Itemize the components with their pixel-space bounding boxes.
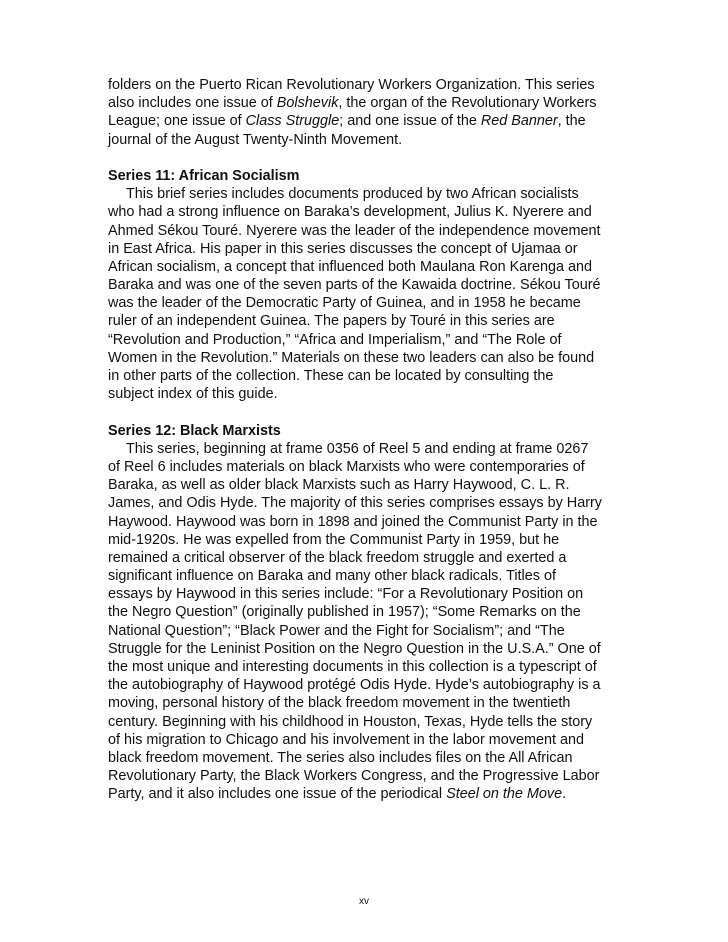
- text-line: was the leader of the Democratic Party of Guinea, and in 1958 he became: [108, 295, 581, 312]
- series-11-section: [108, 167, 628, 403]
- text-line: Ahmed Sékou Touré. Nyerere was the leader of the independence movement: [108, 222, 601, 239]
- text-line: remained a critical observer of the black freedom struggle and exerted a: [108, 549, 567, 566]
- text-line: Baraka and was one of the seven parts of the Kawaida doctrine. Sékou Touré: [108, 277, 601, 294]
- italic-title: Red Banner: [480, 113, 558, 130]
- series-12-section: [108, 422, 628, 804]
- text-line: Revolutionary Party, the Black Workers Congress, and the Progressive Labor: [108, 768, 600, 785]
- italic-title: Steel on the Move: [446, 786, 563, 803]
- text-line: ruler of an independent Guinea. The papers by Touré in this series are: [108, 313, 555, 330]
- italic-title: Class Struggle: [245, 113, 340, 130]
- text-line: subject index of this guide.: [108, 386, 278, 403]
- text-line: mid-1920s. He was expelled from the Communist Party in 1959, but he: [108, 531, 560, 548]
- text-line: This brief series includes documents produced by two African socialists: [126, 186, 579, 203]
- text-line: who had a strong influence on Baraka’s development, Julius K. Nyerere and: [108, 204, 592, 221]
- text-line: of his migration to Chicago and his involvement in the labor movement and: [108, 731, 584, 748]
- series-11-heading: Series 11: African Socialism: [108, 167, 300, 184]
- page-number: xv: [359, 896, 369, 907]
- text-line: “Revolution and Production,” “Africa and Imperialism,” and “The Role of: [108, 331, 562, 348]
- paragraph-spacer: [108, 403, 628, 421]
- italic-title: Bolshevik: [276, 95, 339, 112]
- text-line: [108, 785, 628, 803]
- document-page: [108, 76, 628, 804]
- text-line: African socialism, a concept that influenced both Maulana Ron Karenga and: [108, 258, 592, 275]
- text-segment: League; one issue of: [108, 113, 246, 130]
- text-line: the autobiography of Haywood protégé Odis Hyde. Hyde’s autobiography is a: [108, 677, 601, 694]
- text-line: significant influence on Baraka and many other black radicals. Titles of: [108, 568, 556, 585]
- text-line: Haywood. Haywood was born in 1898 and joined the Communist Party in the: [108, 513, 598, 530]
- text-line: essays by Haywood in this series include: “For a Revolutionary Position on: [108, 586, 584, 603]
- text-segment: folders on the Puerto Rican Revolutionary Workers Organization. This series: [108, 77, 595, 93]
- text-line: in other parts of the collection. These can be located by consulting the: [108, 368, 554, 384]
- text-line: Women in the Revolution.” Materials on these two leaders can also be found: [108, 349, 595, 366]
- text-segment: journal of the August Twenty-Ninth Movement.: [108, 131, 403, 148]
- series-12-heading: Series 12: Black Marxists: [108, 422, 281, 439]
- text-line: [108, 94, 628, 112]
- text-line: the Negro Question” (originally published in 1957); “Some Remarks on the: [108, 604, 581, 621]
- text-line: of Reel 6 includes materials on black Marxists who were contemporaries of: [108, 458, 585, 475]
- text-segment: .: [562, 786, 567, 803]
- text-segment: , the organ of the Revolutionary Workers: [338, 95, 597, 112]
- text-line: [108, 131, 628, 149]
- text-line: James, and Odis Hyde. The majority of this series comprises essays by Harry: [108, 495, 602, 512]
- text-segment: also includes one issue of: [108, 95, 277, 112]
- text-line: [108, 76, 628, 94]
- text-line: [108, 112, 628, 130]
- text-line: moving, personal history of the black freedom movement in the twentieth: [108, 695, 571, 712]
- intro-paragraph: [108, 76, 628, 149]
- text-line: National Question”; “Black Power and the Fight for Socialism”; and “The: [108, 622, 565, 639]
- text-segment: Party, and it also includes one issue of the periodical: [108, 786, 447, 803]
- text-line: Baraka, as well as older black Marxists such as Harry Haywood, C. L. R.: [108, 477, 570, 494]
- text-line: in East Africa. His paper in this series discusses the concept of Ujamaa or: [108, 240, 578, 257]
- text-segment: ; and one issue of the: [339, 113, 481, 130]
- text-line: This series, beginning at frame 0356 of Reel 5 and ending at frame 0267: [126, 440, 589, 457]
- text-line: the most unique and interesting documents in this collection is a typescript of: [108, 659, 597, 675]
- text-line: Struggle for the Leninist Position on the Negro Question in the U.S.A.” One of: [108, 640, 601, 657]
- text-line: black freedom movement. The series also includes files on the All African: [108, 749, 573, 766]
- text-segment: , the: [557, 113, 586, 130]
- text-line: century. Beginning with his childhood in Houston, Texas, Hyde tells the story: [108, 713, 593, 730]
- paragraph-spacer: [108, 149, 628, 167]
